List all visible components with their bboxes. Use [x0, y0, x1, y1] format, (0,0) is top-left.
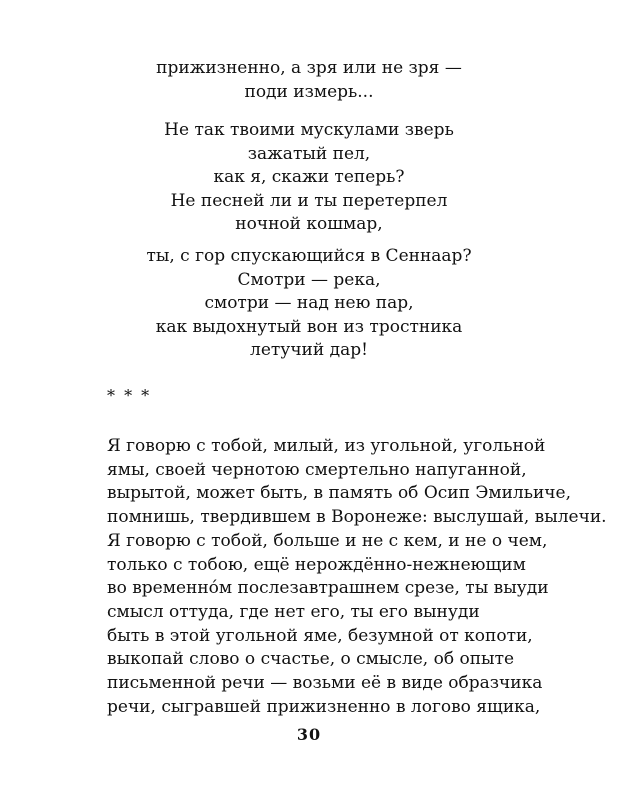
stanza-2 [0, 119, 618, 237]
poem-line: во временно́м послезавтрашнем срезе, ты выуди [107, 578, 549, 599]
poem-line: зажатый пел, [247, 143, 371, 164]
poem-line: смысл оттуда, где нет его, ты его вынуди [107, 601, 480, 622]
poem-line: Я говорю с тобой, милый, из угольной, угольной [107, 436, 546, 456]
poem-line: Не так твоими мускулами зверь [164, 120, 454, 140]
poem-line: Смотри — река, [237, 269, 381, 290]
stanza-1 [0, 57, 618, 104]
section-separator: * * * [107, 386, 152, 405]
poem-line: прижизненно, а зря или не зря — [156, 58, 462, 78]
poem-line: поди измерь... [244, 81, 374, 102]
poem-line: речи, сыгравшей прижизненно в логово ящика, [107, 696, 541, 717]
poem-line: Я говорю с тобой, больше и не с кем, и не о чем, [107, 530, 548, 551]
poem-line: Не песней ли и ты перетерпел [170, 190, 448, 211]
poem-line: смотри — над нею пар, [204, 293, 414, 313]
poem-body [107, 435, 607, 719]
poem-line: письменной речи — возьми её в виде образчика [107, 673, 543, 694]
poem-line: выкопай слово о счастье, о смысле, об опыте [107, 649, 515, 670]
poem-line: как выдохнутый вон из тростника [155, 316, 463, 337]
poem-line: ночной кошмар, [235, 214, 383, 234]
poem-line: как я, скажи теперь? [213, 167, 405, 187]
poem-line: летучий дар! [250, 340, 368, 360]
stanza-3 [0, 245, 618, 363]
poem-line: только с тобою, ещё нерождённо-нежнеющим [107, 554, 526, 575]
poem-line: ты, с гор спускающийся в Сеннаар? [146, 246, 472, 266]
poem-line: быть в этой угольной яме, безумной от копоти, [107, 625, 533, 646]
poem-line: ямы, своей чернотою смертельно напуганной, [107, 459, 527, 480]
page-number: 30 [296, 725, 322, 744]
poem-line: вырытой, может быть, в память об Осип Эмильиче, [107, 483, 571, 504]
poem-line: помнишь, твердившем в Воронеже: выслушай, вылечи. [107, 507, 607, 528]
